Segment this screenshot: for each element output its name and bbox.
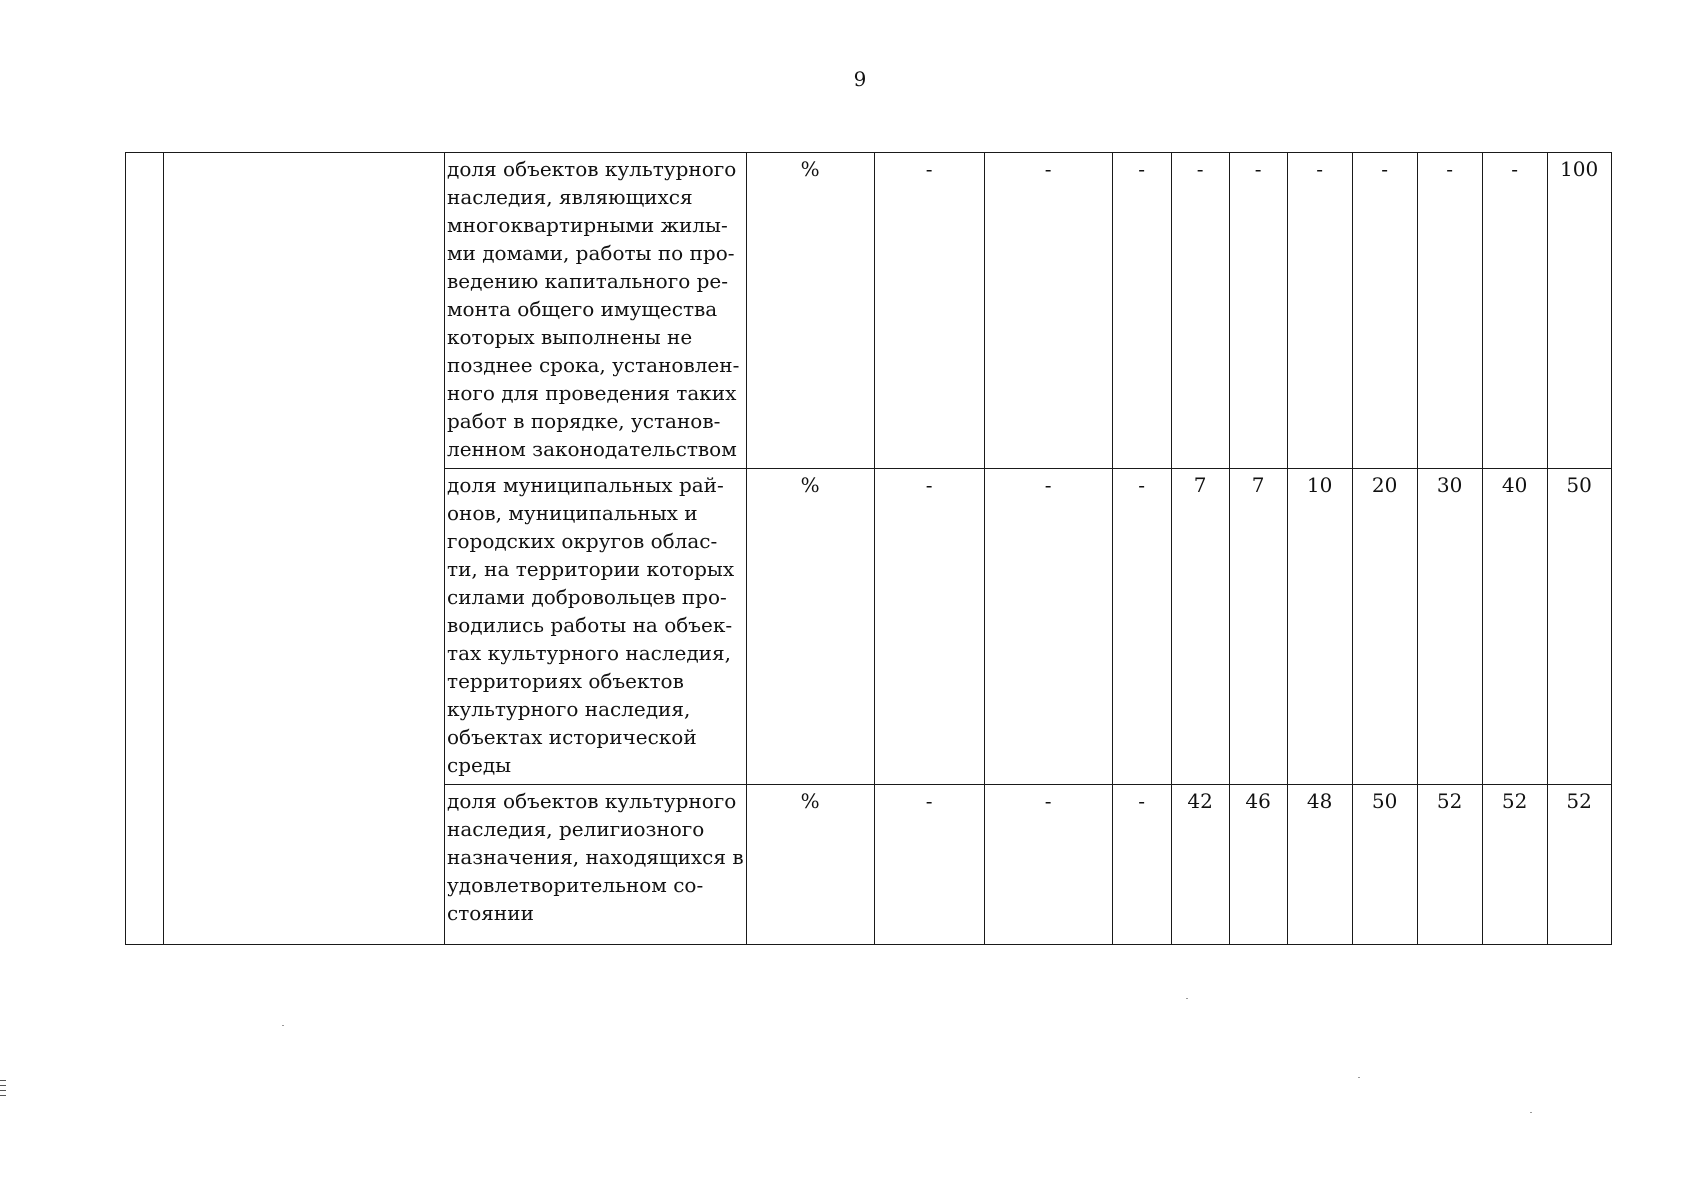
value-cell: 20 bbox=[1352, 469, 1417, 785]
value-cell: - bbox=[1112, 785, 1171, 945]
value-cell: - bbox=[984, 153, 1112, 469]
scan-speck bbox=[1530, 1112, 1532, 1113]
value-cell: 52 bbox=[1547, 785, 1611, 945]
unit-cell: % bbox=[746, 469, 874, 785]
scan-tick bbox=[0, 1090, 6, 1091]
value-cell: 52 bbox=[1482, 785, 1547, 945]
value-cell: 48 bbox=[1287, 785, 1352, 945]
value-cell: 10 bbox=[1287, 469, 1352, 785]
unit-cell: % bbox=[746, 785, 874, 945]
scan-tick bbox=[0, 1085, 6, 1086]
value-cell: 50 bbox=[1547, 469, 1611, 785]
page-number: 9 bbox=[853, 67, 867, 91]
value-cell: - bbox=[874, 153, 984, 469]
value-cell: 40 bbox=[1482, 469, 1547, 785]
value-cell: - bbox=[1171, 153, 1229, 469]
indicator-description: доля объектов культурного наследия, являющихся многоквартирными жилы- ми домами, работы по про- ведению капитального ре- монта общего имущества которых выполнены не позднее срока, установлен- ного для проведения таких работ в порядке, установ- ленном законодательством bbox=[445, 153, 747, 469]
scan-speck bbox=[282, 1025, 284, 1026]
value-cell: - bbox=[1112, 153, 1171, 469]
value-cell: 52 bbox=[1417, 785, 1482, 945]
value-cell: 7 bbox=[1171, 469, 1229, 785]
value-cell: - bbox=[1112, 469, 1171, 785]
value-cell: 42 bbox=[1171, 785, 1229, 945]
indicator-description: доля объектов культурного наследия, религиозного назначения, находящихся в удовлетворительном со- стоянии bbox=[445, 785, 747, 945]
scan-margin-marks bbox=[0, 1080, 8, 1100]
value-cell: 50 bbox=[1352, 785, 1417, 945]
scan-tick bbox=[0, 1095, 6, 1096]
value-cell: - bbox=[1417, 153, 1482, 469]
value-cell: - bbox=[984, 785, 1112, 945]
unit-cell: % bbox=[746, 153, 874, 469]
value-cell: 46 bbox=[1229, 785, 1287, 945]
indicators-table bbox=[125, 152, 1612, 945]
value-cell: 30 bbox=[1417, 469, 1482, 785]
row-number-cell bbox=[126, 153, 164, 945]
value-cell: - bbox=[1229, 153, 1287, 469]
indicator-description: доля муниципальных рай- онов, муниципальных и городских округов облас- ти, на территории которых силами добровольцев про- водились работы на объек- тах культурного наследия, территориях объектов культурного наследия, объектах исторической среды bbox=[445, 469, 747, 785]
value-cell: - bbox=[984, 469, 1112, 785]
value-cell: 100 bbox=[1547, 153, 1611, 469]
scan-speck bbox=[1358, 1077, 1360, 1078]
value-cell: - bbox=[874, 469, 984, 785]
program-name-cell bbox=[164, 153, 445, 945]
scan-speck bbox=[1186, 998, 1188, 999]
value-cell: - bbox=[1482, 153, 1547, 469]
value-cell: 7 bbox=[1229, 469, 1287, 785]
value-cell: - bbox=[1352, 153, 1417, 469]
value-cell: - bbox=[1287, 153, 1352, 469]
scan-tick bbox=[0, 1080, 6, 1081]
value-cell: - bbox=[874, 785, 984, 945]
table-row bbox=[126, 153, 1612, 469]
